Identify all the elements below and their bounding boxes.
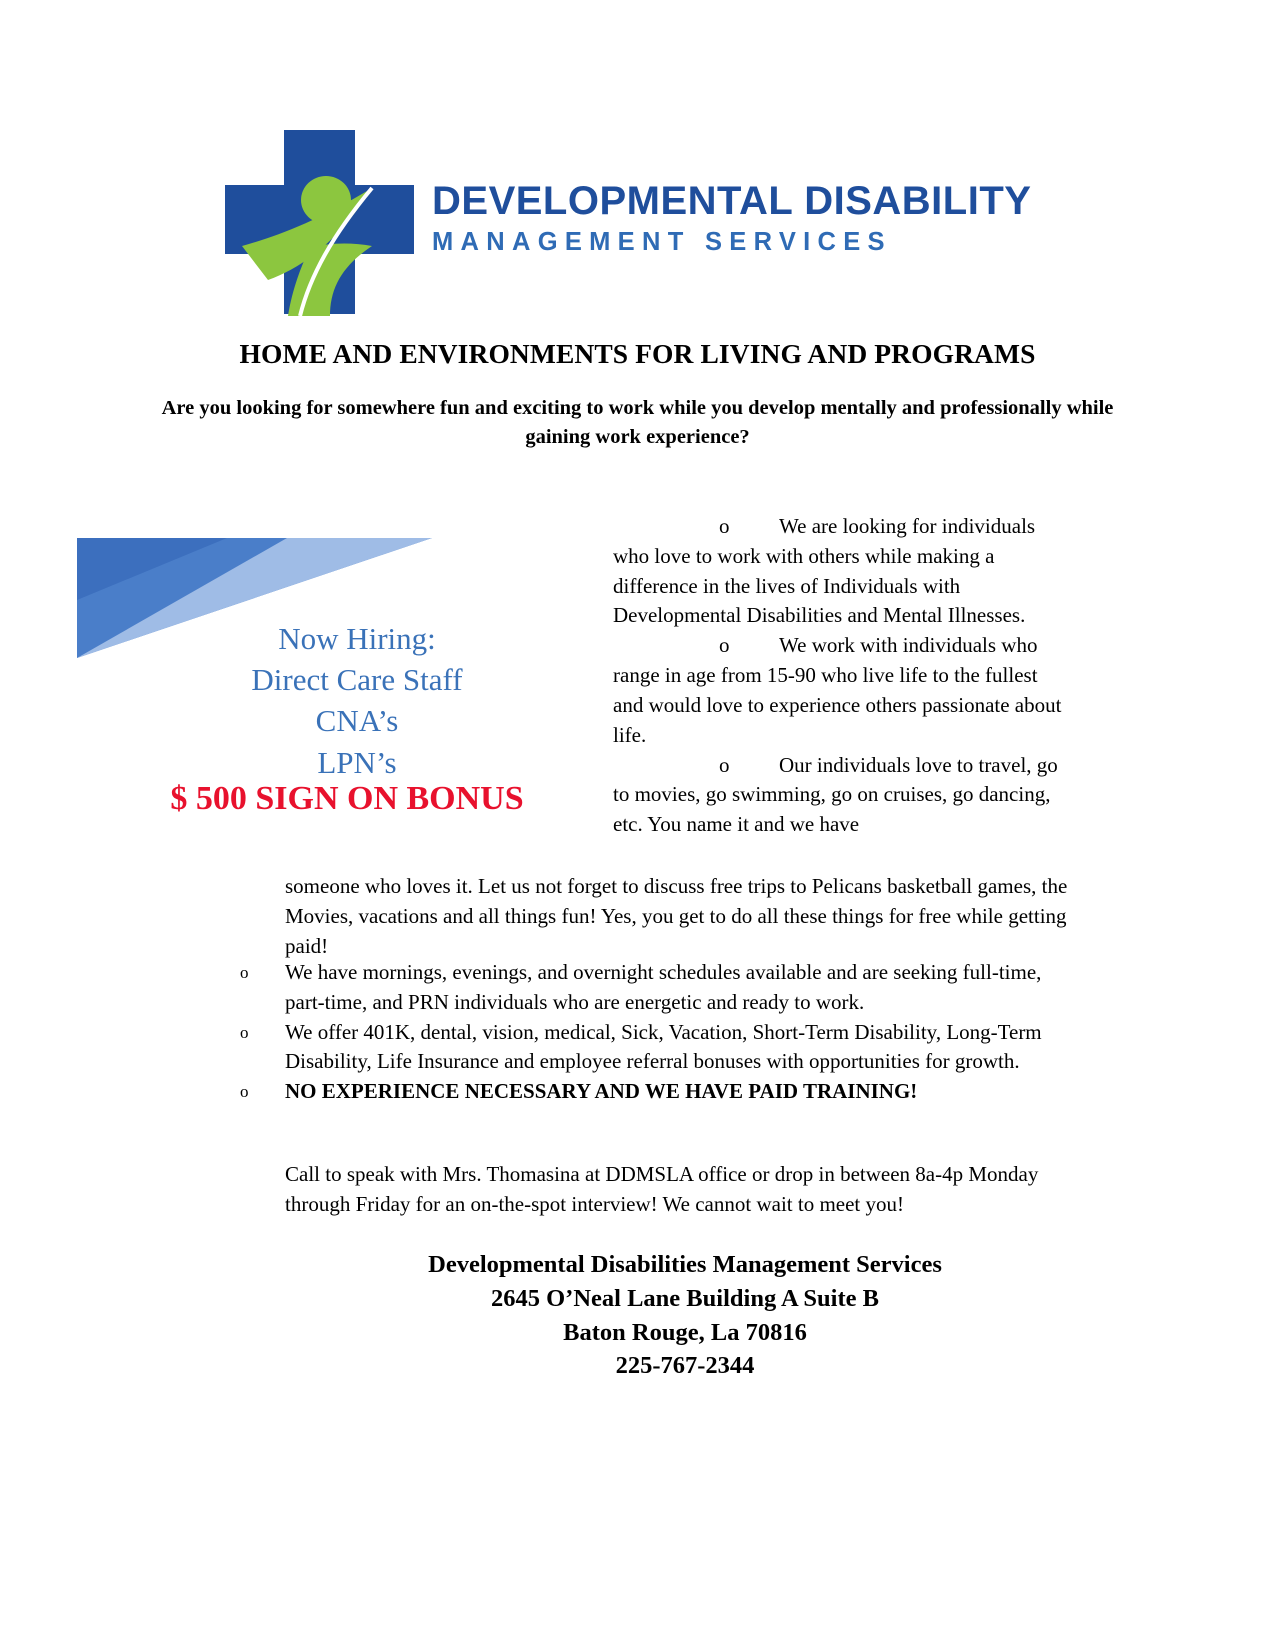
contact-phone: 225-767-2344 xyxy=(615,1352,755,1380)
logo-block xyxy=(222,128,1032,318)
contact-address-line-1: 2645 O’Neal Lane Building A Suite B xyxy=(491,1284,879,1312)
bullet-marker: o xyxy=(719,752,730,777)
list-item-label: NO EXPERIENCE NECESSARY AND WE HAVE PAID TRAINING! xyxy=(285,1079,918,1104)
hiring-panel xyxy=(77,530,597,830)
bullet-marker: o xyxy=(240,963,249,982)
sign-on-bonus: $ 500 SIGN ON BONUS xyxy=(170,780,524,817)
list-item xyxy=(240,958,1075,1018)
logo-line-2: MANAGEMENT SERVICES xyxy=(432,228,892,256)
intro-paragraph-1-text: We are looking for individuals who love to work with others while making a difference in the lives of Individuals with Developmental Disabilities and Mental Illnesses. xyxy=(613,514,1036,628)
intro-paragraph-2-text: We work with individuals who range in age from 15-90 who live life to the fullest and would love to experience others passionate about life. xyxy=(613,633,1062,747)
intro-paragraph-2 xyxy=(613,631,1073,750)
hiring-line-4: LPN’s xyxy=(317,744,397,780)
list-item xyxy=(240,1018,1075,1078)
hiring-line-3: CNA’s xyxy=(315,703,399,739)
contact-address-line-2: Baton Rouge, La 70816 xyxy=(563,1318,807,1346)
intro-paragraph-3-cont-text: someone who loves it. Let us not forget to discuss free trips to Pelicans basketball games, the Movies, vacations and all things fun! Yes, you get to do all these things for free while getting paid! xyxy=(285,874,1068,958)
bullet-marker: o xyxy=(240,1022,249,1042)
bullet-marker: o xyxy=(719,514,730,538)
intro-paragraphs xyxy=(613,512,1073,840)
hiring-headline xyxy=(137,618,577,783)
intro-paragraph-3-text: Our individuals love to travel, go to movies, go swimming, go on cruises, go dancing, etc. You name it and we have xyxy=(613,752,1058,837)
page-title: HOME AND ENVIRONMENTS FOR LIVING AND PROGRAMS xyxy=(239,338,1036,369)
logo-cross-icon xyxy=(222,128,417,318)
intro-paragraph-3 xyxy=(613,751,1073,840)
page-subtitle: Are you looking for somewhere fun and exciting to work while you develop mentally and professionally while gaining work experience? xyxy=(161,397,1114,449)
bullet-marker: o xyxy=(240,1082,249,1102)
list-item-label: We offer 401K, dental, vision, medical, Sick, Vacation, Short-Term Disability, Long-Term Disability, Life Insurance and employee referral bonuses with opportunities for growth. xyxy=(285,1019,1042,1074)
hiring-line-1: Now Hiring: xyxy=(278,621,436,656)
call-to-action xyxy=(285,1160,1045,1220)
benefits-list xyxy=(240,958,1075,1107)
logo-wordmark xyxy=(432,179,1032,257)
list-item-label: We have mornings, evenings, and overnight schedules available and are seeking full-time, part-time, and PRN individuals who are energetic and ready to work. xyxy=(285,960,1042,1014)
logo-line-1: DEVELOPMENTAL DISABILITY xyxy=(432,179,1032,223)
contact-company-name: Developmental Disabilities Management Services xyxy=(428,1251,942,1278)
contact-block xyxy=(235,1248,1135,1383)
bullet-marker: o xyxy=(719,633,730,658)
intro-paragraph-1 xyxy=(613,512,1073,631)
intro-paragraph-3-continued xyxy=(285,872,1075,961)
list-item xyxy=(240,1077,1075,1107)
hiring-line-2: Direct Care Staff xyxy=(251,662,463,698)
call-to-action-text: Call to speak with Mrs. Thomasina at DDMSLA office or drop in between 8a-4p Monday through Friday for an on-the-spot interview! We cannot wait to meet you! xyxy=(285,1162,1039,1216)
